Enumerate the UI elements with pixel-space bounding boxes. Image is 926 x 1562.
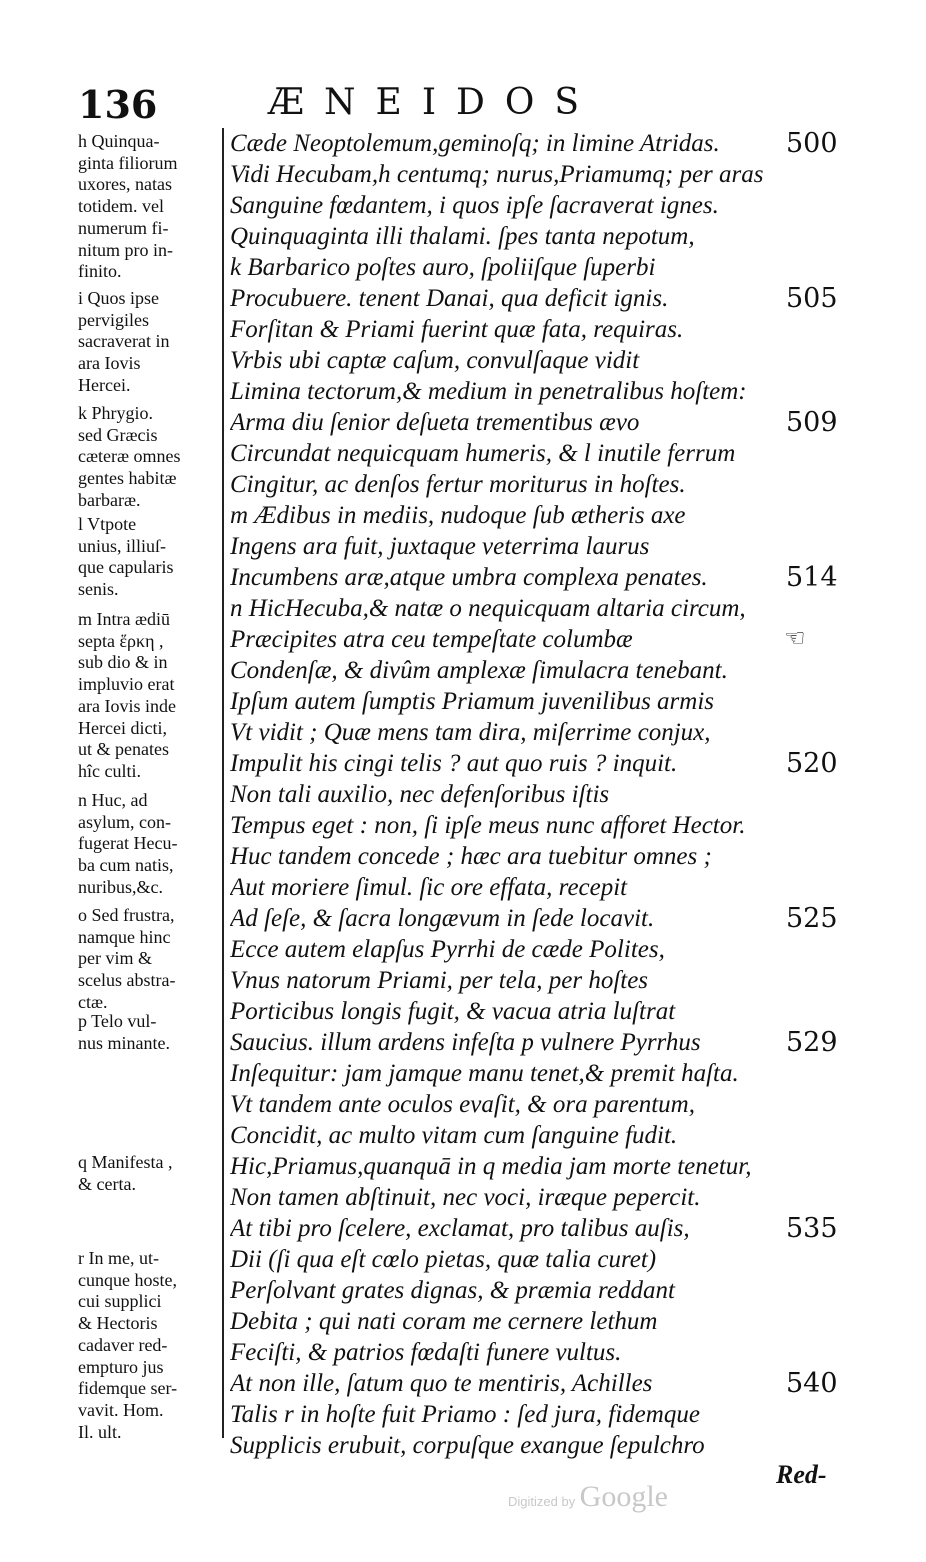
verse-line: Vnus natorum Priami, per tela, per hoſtes [230,967,649,994]
running-title: ÆNEIDOS [268,82,600,123]
verse-line: Aut moriere ſimul. ſic ore effata, recepit [230,874,628,901]
verse-line: Impulit his cingi telis ? aut quo ruis ? inquit. [230,750,678,777]
line-number: 540 [786,1368,838,1399]
watermark [508,1480,668,1514]
margin-note: i Quos ipse pervigiles sacraverat in ara Iovis Hercei. [78,288,170,395]
verse-line: Tempus eget : non, ſi ipſe meus nunc afforet Hector. [230,812,746,839]
verse-line: Ad ſeſe, & ſacra longævum in ſede locavit. [230,905,655,932]
verse-line: Dii (ſi qua eſt cœlo pietas, quæ talia curet) [230,1246,657,1273]
line-number: 535 [786,1213,838,1244]
pointing-hand-icon: ☜ [784,624,806,652]
verse-line: Debita ; qui nati coram me cernere lethum [230,1308,658,1335]
verse-line: Forſitan & Priami fuerint quæ fata, requiras. [230,316,684,343]
verse-line: Talis r in hoſte fuit Priamo : ſed jura, fidemque [230,1401,700,1428]
line-number: 500 [786,128,838,159]
verse-line: Cæde Neoptolemum,geminoſq; in limine Atridas. [230,130,720,157]
verse-line: Inſequitur: jam jamque manu tenet,& premit haſta. [230,1060,739,1087]
watermark-prefix: Digitized by [508,1494,576,1509]
verse-line: Ecce autem elapſus Pyrrhi de cæde Polites, [230,936,665,963]
verse-line: n HicHecuba,& natæ o nequicquam altaria circum, [230,595,746,622]
margin-note: r In me, ut- cunque hoste, cui supplici & Hectoris cadaver red- empturo jus fidemque ser- vavit. Hom. Il. ult. [78,1248,178,1442]
verse-line: Circundat nequicquam humeris, & l inutile ferrum [230,440,736,467]
line-number: 529 [786,1027,838,1058]
verse-line: Vrbis ubi captæ caſum, convulſaque vidit [230,347,640,374]
line-number: 525 [786,903,838,934]
verse-line: Ipſum autem ſumptis Priamum juvenilibus armis [230,688,715,715]
verse-line: Arma diu ſenior deſueta trementibus ævo [230,409,640,436]
margin-note: k Phrygio. sed Græcis cæteræ omnes gentes habitæ barbaræ. [78,403,181,510]
margin-note: o Sed frustra, namque hinc per vim & scelus abstra- ctæ. [78,905,176,1012]
margin-note: h Quinqua- ginta filiorum uxores, natas totidem. vel numerum fi- nitum pro in- finito. [78,131,178,282]
page-number: 136 [78,82,158,127]
verse-line: Saucius. illum ardens infeſta p vulnere Pyrrhus [230,1029,701,1056]
verse-line: Vt tandem ante oculos evaſit, & ora parentum, [230,1091,695,1118]
line-number: 509 [786,407,838,438]
margin-note: q Manifesta , & certa. [78,1152,173,1194]
column-rule [222,128,224,1438]
verse-line: Præcipites atra ceu tempeſtate columbæ [230,626,633,653]
verse-line: Hic,Priamus,quanquā in q media jam morte tenetur, [230,1153,752,1180]
verse-line: At tibi pro ſcelere, exclamat, pro talibus auſis, [230,1215,690,1242]
verse-line: m Ædibus in mediis, nudoque ſub ætheris axe [230,502,686,529]
verse-line: Limina tectorum,& medium in penetralibus hoſtem: [230,378,747,405]
verse-line: Feciſti, & patrios fœdaſti funere vultus. [230,1339,622,1366]
margin-note: p Telo vul- nus minante. [78,1011,170,1053]
margin-note: n Huc, ad asylum, con- fugerat Hecu- ba cum natis, nuribus,&c. [78,790,178,897]
verse-line: k Barbarico poſtes auro, ſpoliiſque ſuperbi [230,254,656,281]
line-number: 520 [786,748,838,779]
verse-line: Cingitur, ac denſos fertur moriturus in hoſtes. [230,471,686,498]
catchword: Red- [776,1460,827,1489]
verse-line: Quinquaginta illi thalami. ſpes tanta nepotum, [230,223,695,250]
line-number: 505 [786,283,838,314]
verse-line: Vidi Hecubam,h centumq; nurus,Priamumq; per aras [230,161,764,188]
verse-line: Incumbens aræ,atque umbra complexa penates. [230,564,708,591]
verse-line: Vt vidit ; Quæ mens tam dira, miſerrime conjux, [230,719,711,746]
verse-line: Perſolvant grates dignas, & præmia reddant [230,1277,675,1304]
line-number: 514 [786,562,838,593]
verse-line: Procubuere. tenent Danai, qua deficit ignis. [230,285,669,312]
verse-line: Huc tandem concede ; hæc ara tuebitur omnes ; [230,843,712,870]
verse-line: Condenſæ, & divûm amplexæ ſimulacra tenebant. [230,657,728,684]
margin-note: l Vtpote unius, illiuſ- que capularis senis. [78,514,174,600]
verse-line: Sanguine fœdantem, i quos ipſe ſacraverat ignes. [230,192,719,219]
verse-line: Non tali auxilio, nec defenſoribus iſtis [230,781,610,808]
watermark-brand: Google [579,1480,668,1513]
verse-line: At non ille, ſatum quo te mentiris, Achilles [230,1370,653,1397]
verse-line: Concidit, ac multo vitam cum ſanguine fudit. [230,1122,678,1149]
margin-note: m Intra ædiū septa ἕρκη , sub dio & in impluvio erat ara Iovis inde Hercei dicti, ut & penates hîc culti. [78,609,176,781]
verse-line: Ingens ara fuit, juxtaque veterrima laurus [230,533,650,560]
page-header [0,80,926,130]
verse-line: Non tamen abſtinuit, nec voci, iræque pepercit. [230,1184,701,1211]
verse-line: Supplicis erubuit, corpuſque exangue ſepulchro [230,1432,705,1459]
verse-line: Porticibus longis fugit, & vacua atria luſtrat [230,998,676,1025]
